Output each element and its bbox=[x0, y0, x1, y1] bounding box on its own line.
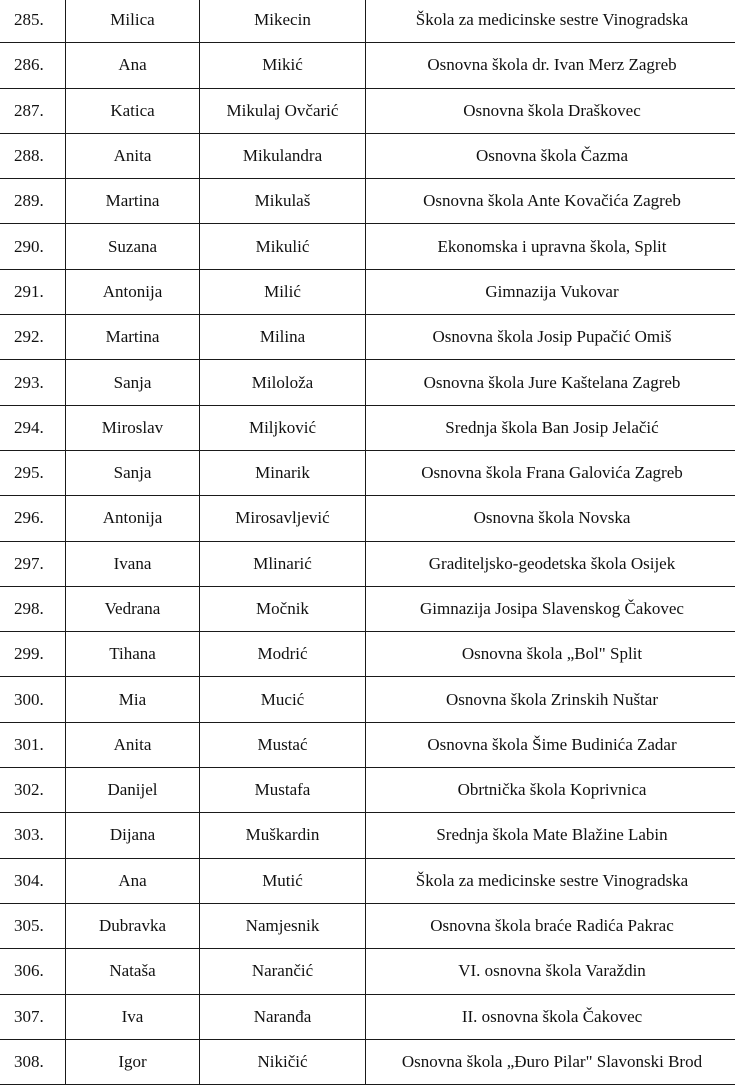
first-name-cell: Martina bbox=[66, 179, 200, 224]
first-name-cell: Sanja bbox=[66, 360, 200, 405]
first-name-cell: Dijana bbox=[66, 813, 200, 858]
last-name-cell: Modrić bbox=[200, 632, 366, 677]
first-name-cell: Sanja bbox=[66, 450, 200, 495]
table-row bbox=[0, 541, 735, 586]
table-row bbox=[0, 768, 735, 813]
last-name-cell: Nikičić bbox=[200, 1039, 366, 1084]
row-number-cell: 291. bbox=[0, 269, 66, 314]
last-name-cell: Mikić bbox=[200, 43, 366, 88]
first-name-cell: Suzana bbox=[66, 224, 200, 269]
first-name-cell: Miroslav bbox=[66, 405, 200, 450]
first-name-cell: Ana bbox=[66, 43, 200, 88]
row-number-cell: 307. bbox=[0, 994, 66, 1039]
school-name-cell: Graditeljsko-geodetska škola Osijek bbox=[366, 541, 735, 586]
school-name-cell: Obrtnička škola Koprivnica bbox=[366, 768, 735, 813]
table-row bbox=[0, 450, 735, 495]
table-row bbox=[0, 722, 735, 767]
last-name-cell: Mikecin bbox=[200, 0, 366, 43]
table-row bbox=[0, 994, 735, 1039]
first-name-cell: Antonija bbox=[66, 496, 200, 541]
row-number-cell: 299. bbox=[0, 632, 66, 677]
table-row bbox=[0, 949, 735, 994]
school-name-cell: Ekonomska i upravna škola, Split bbox=[366, 224, 735, 269]
first-name-cell: Danijel bbox=[66, 768, 200, 813]
table-row bbox=[0, 813, 735, 858]
school-name-cell: Gimnazija Josipa Slavenskog Čakovec bbox=[366, 586, 735, 631]
last-name-cell: Mikulaj Ovčarić bbox=[200, 88, 366, 133]
school-name-cell: VI. osnovna škola Varaždin bbox=[366, 949, 735, 994]
last-name-cell: Narančić bbox=[200, 949, 366, 994]
school-name-cell: Gimnazija Vukovar bbox=[366, 269, 735, 314]
last-name-cell: Naranđa bbox=[200, 994, 366, 1039]
row-number-cell: 292. bbox=[0, 315, 66, 360]
last-name-cell: Namjesnik bbox=[200, 903, 366, 948]
school-name-cell: Osnovna škola braće Radića Pakrac bbox=[366, 903, 735, 948]
school-name-cell: Osnovna škola Novska bbox=[366, 496, 735, 541]
last-name-cell: Mikulandra bbox=[200, 133, 366, 178]
last-name-cell: Mustafa bbox=[200, 768, 366, 813]
last-name-cell: Milić bbox=[200, 269, 366, 314]
table-row bbox=[0, 224, 735, 269]
first-name-cell: Antonija bbox=[66, 269, 200, 314]
last-name-cell: Mutić bbox=[200, 858, 366, 903]
school-name-cell: Osnovna škola Ante Kovačića Zagreb bbox=[366, 179, 735, 224]
last-name-cell: Mirosavljević bbox=[200, 496, 366, 541]
school-name-cell: Osnovna škola Čazma bbox=[366, 133, 735, 178]
table-row bbox=[0, 677, 735, 722]
table-row bbox=[0, 269, 735, 314]
first-name-cell: Anita bbox=[66, 133, 200, 178]
first-name-cell: Anita bbox=[66, 722, 200, 767]
row-number-cell: 294. bbox=[0, 405, 66, 450]
table-row bbox=[0, 133, 735, 178]
last-name-cell: Miljković bbox=[200, 405, 366, 450]
first-name-cell: Mia bbox=[66, 677, 200, 722]
table-row bbox=[0, 43, 735, 88]
row-number-cell: 287. bbox=[0, 88, 66, 133]
school-name-cell: Osnovna škola Zrinskih Nuštar bbox=[366, 677, 735, 722]
row-number-cell: 289. bbox=[0, 179, 66, 224]
first-name-cell: Nataša bbox=[66, 949, 200, 994]
table-row bbox=[0, 88, 735, 133]
row-number-cell: 300. bbox=[0, 677, 66, 722]
school-name-cell: Osnovna škola Draškovec bbox=[366, 88, 735, 133]
table-row bbox=[0, 1039, 735, 1084]
first-name-cell: Igor bbox=[66, 1039, 200, 1084]
school-name-cell: Škola za medicinske sestre Vinogradska bbox=[366, 858, 735, 903]
first-name-cell: Milica bbox=[66, 0, 200, 43]
school-name-cell: Srednja škola Ban Josip Jelačić bbox=[366, 405, 735, 450]
table-row bbox=[0, 903, 735, 948]
last-name-cell: Mucić bbox=[200, 677, 366, 722]
row-number-cell: 298. bbox=[0, 586, 66, 631]
school-name-cell: Srednja škola Mate Blažine Labin bbox=[366, 813, 735, 858]
table-row bbox=[0, 496, 735, 541]
row-number-cell: 308. bbox=[0, 1039, 66, 1084]
last-name-cell: Minarik bbox=[200, 450, 366, 495]
row-number-cell: 301. bbox=[0, 722, 66, 767]
table-row bbox=[0, 315, 735, 360]
row-number-cell: 296. bbox=[0, 496, 66, 541]
table-row bbox=[0, 0, 735, 43]
school-name-cell: Osnovna škola „Bol" Split bbox=[366, 632, 735, 677]
last-name-cell: Milina bbox=[200, 315, 366, 360]
first-name-cell: Ivana bbox=[66, 541, 200, 586]
row-number-cell: 285. bbox=[0, 0, 66, 43]
school-name-cell: II. osnovna škola Čakovec bbox=[366, 994, 735, 1039]
row-number-cell: 293. bbox=[0, 360, 66, 405]
table-row bbox=[0, 179, 735, 224]
row-number-cell: 295. bbox=[0, 450, 66, 495]
row-number-cell: 304. bbox=[0, 858, 66, 903]
table-row bbox=[0, 632, 735, 677]
last-name-cell: Mlinarić bbox=[200, 541, 366, 586]
school-name-cell: Osnovna škola „Đuro Pilar" Slavonski Brod bbox=[366, 1039, 735, 1084]
table-row bbox=[0, 858, 735, 903]
school-name-cell: Osnovna škola Šime Budinića Zadar bbox=[366, 722, 735, 767]
row-number-cell: 302. bbox=[0, 768, 66, 813]
last-name-cell: Mikulić bbox=[200, 224, 366, 269]
first-name-cell: Tihana bbox=[66, 632, 200, 677]
row-number-cell: 306. bbox=[0, 949, 66, 994]
first-name-cell: Katica bbox=[66, 88, 200, 133]
school-name-cell: Osnovna škola Josip Pupačić Omiš bbox=[366, 315, 735, 360]
first-name-cell: Dubravka bbox=[66, 903, 200, 948]
table-row bbox=[0, 405, 735, 450]
table-row bbox=[0, 586, 735, 631]
row-number-cell: 305. bbox=[0, 903, 66, 948]
last-name-cell: Miloloža bbox=[200, 360, 366, 405]
row-number-cell: 297. bbox=[0, 541, 66, 586]
table-row bbox=[0, 360, 735, 405]
first-name-cell: Ana bbox=[66, 858, 200, 903]
last-name-cell: Močnik bbox=[200, 586, 366, 631]
first-name-cell: Vedrana bbox=[66, 586, 200, 631]
first-name-cell: Iva bbox=[66, 994, 200, 1039]
school-name-cell: Škola za medicinske sestre Vinogradska bbox=[366, 0, 735, 43]
last-name-cell: Mustać bbox=[200, 722, 366, 767]
school-name-cell: Osnovna škola dr. Ivan Merz Zagreb bbox=[366, 43, 735, 88]
school-name-cell: Osnovna škola Jure Kaštelana Zagreb bbox=[366, 360, 735, 405]
last-name-cell: Mikulaš bbox=[200, 179, 366, 224]
row-number-cell: 303. bbox=[0, 813, 66, 858]
last-name-cell: Muškardin bbox=[200, 813, 366, 858]
school-name-cell: Osnovna škola Frana Galovića Zagreb bbox=[366, 450, 735, 495]
row-number-cell: 286. bbox=[0, 43, 66, 88]
row-number-cell: 288. bbox=[0, 133, 66, 178]
row-number-cell: 290. bbox=[0, 224, 66, 269]
first-name-cell: Martina bbox=[66, 315, 200, 360]
